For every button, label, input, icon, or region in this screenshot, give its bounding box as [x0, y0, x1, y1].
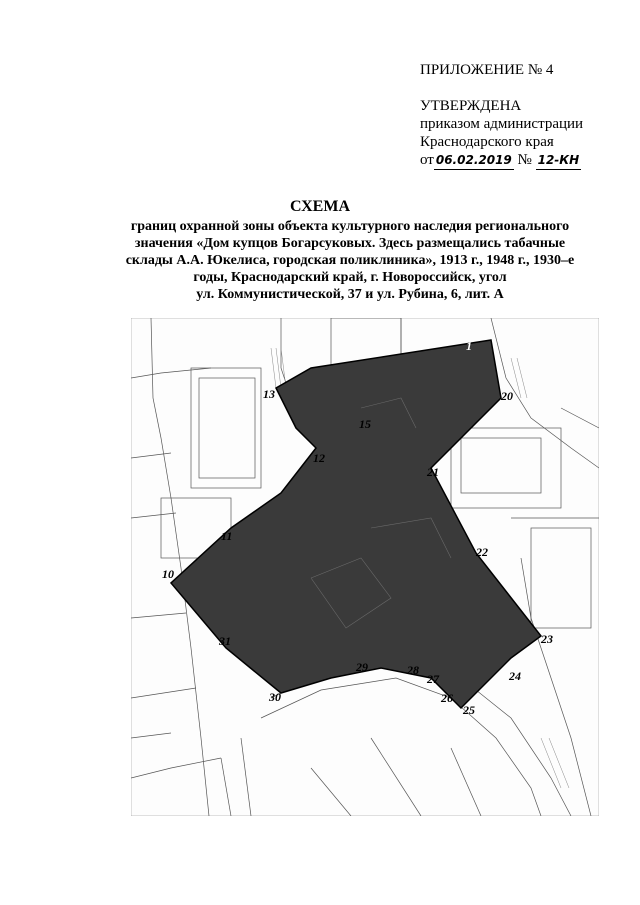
approved-line-1: приказом администрации: [420, 116, 584, 132]
point-label-31: 31: [219, 634, 231, 648]
point-label-20: 20: [501, 389, 513, 403]
approval-date-number: [420, 151, 583, 170]
number-value: 12-КН: [536, 151, 582, 170]
approval-block: [420, 97, 583, 170]
point-label-24: 24: [509, 669, 521, 683]
point-label-23: 23: [541, 632, 553, 646]
appendix-label: ПРИЛОЖЕНИЕ № 4: [420, 62, 554, 78]
point-label-27: 27: [427, 672, 439, 686]
document-title: СХЕМА: [289, 198, 351, 215]
point-label-22: 22: [476, 545, 488, 559]
subtitle-line: склады А.А. Юкелиса, городская поликлиника», 1913 г., 1948 г., 1930–е: [125, 253, 575, 268]
point-label-1: 1: [466, 339, 472, 353]
point-label-29: 29: [356, 660, 368, 674]
point-label-13: 13: [263, 387, 275, 401]
date-value: 06.02.2019: [434, 151, 514, 170]
point-label-21: 21: [427, 465, 439, 479]
subtitle-line: границ охранной зоны объекта культурного наследия регионального: [130, 219, 570, 234]
point-label-11: 11: [221, 529, 233, 543]
approved-title: УТВЕРЖДЕНА: [420, 98, 522, 114]
approved-line-2: Краснодарского края: [420, 134, 554, 150]
point-label-25: 25: [463, 703, 475, 717]
point-label-30: 30: [269, 690, 281, 704]
point-label-26: 26: [441, 691, 453, 705]
subtitle-line: значения «Дом купцов Богарсуковых. Здесь размещались табачные: [134, 236, 566, 251]
point-label-28: 28: [407, 663, 419, 677]
subtitle-line: годы, Краснодарский край, г. Новороссийск, угол: [193, 270, 507, 285]
point-label-12: 12: [313, 451, 325, 465]
cadastral-map: [131, 318, 599, 816]
document-subtitle: [90, 218, 610, 303]
point-label-10: 10: [162, 567, 174, 581]
date-prefix: от: [420, 152, 434, 168]
subtitle-line: ул. Коммунистической, 37 и ул. Рубина, 6, лит. А: [196, 287, 504, 302]
number-prefix: №: [517, 152, 532, 168]
point-label-15: 15: [359, 417, 371, 431]
